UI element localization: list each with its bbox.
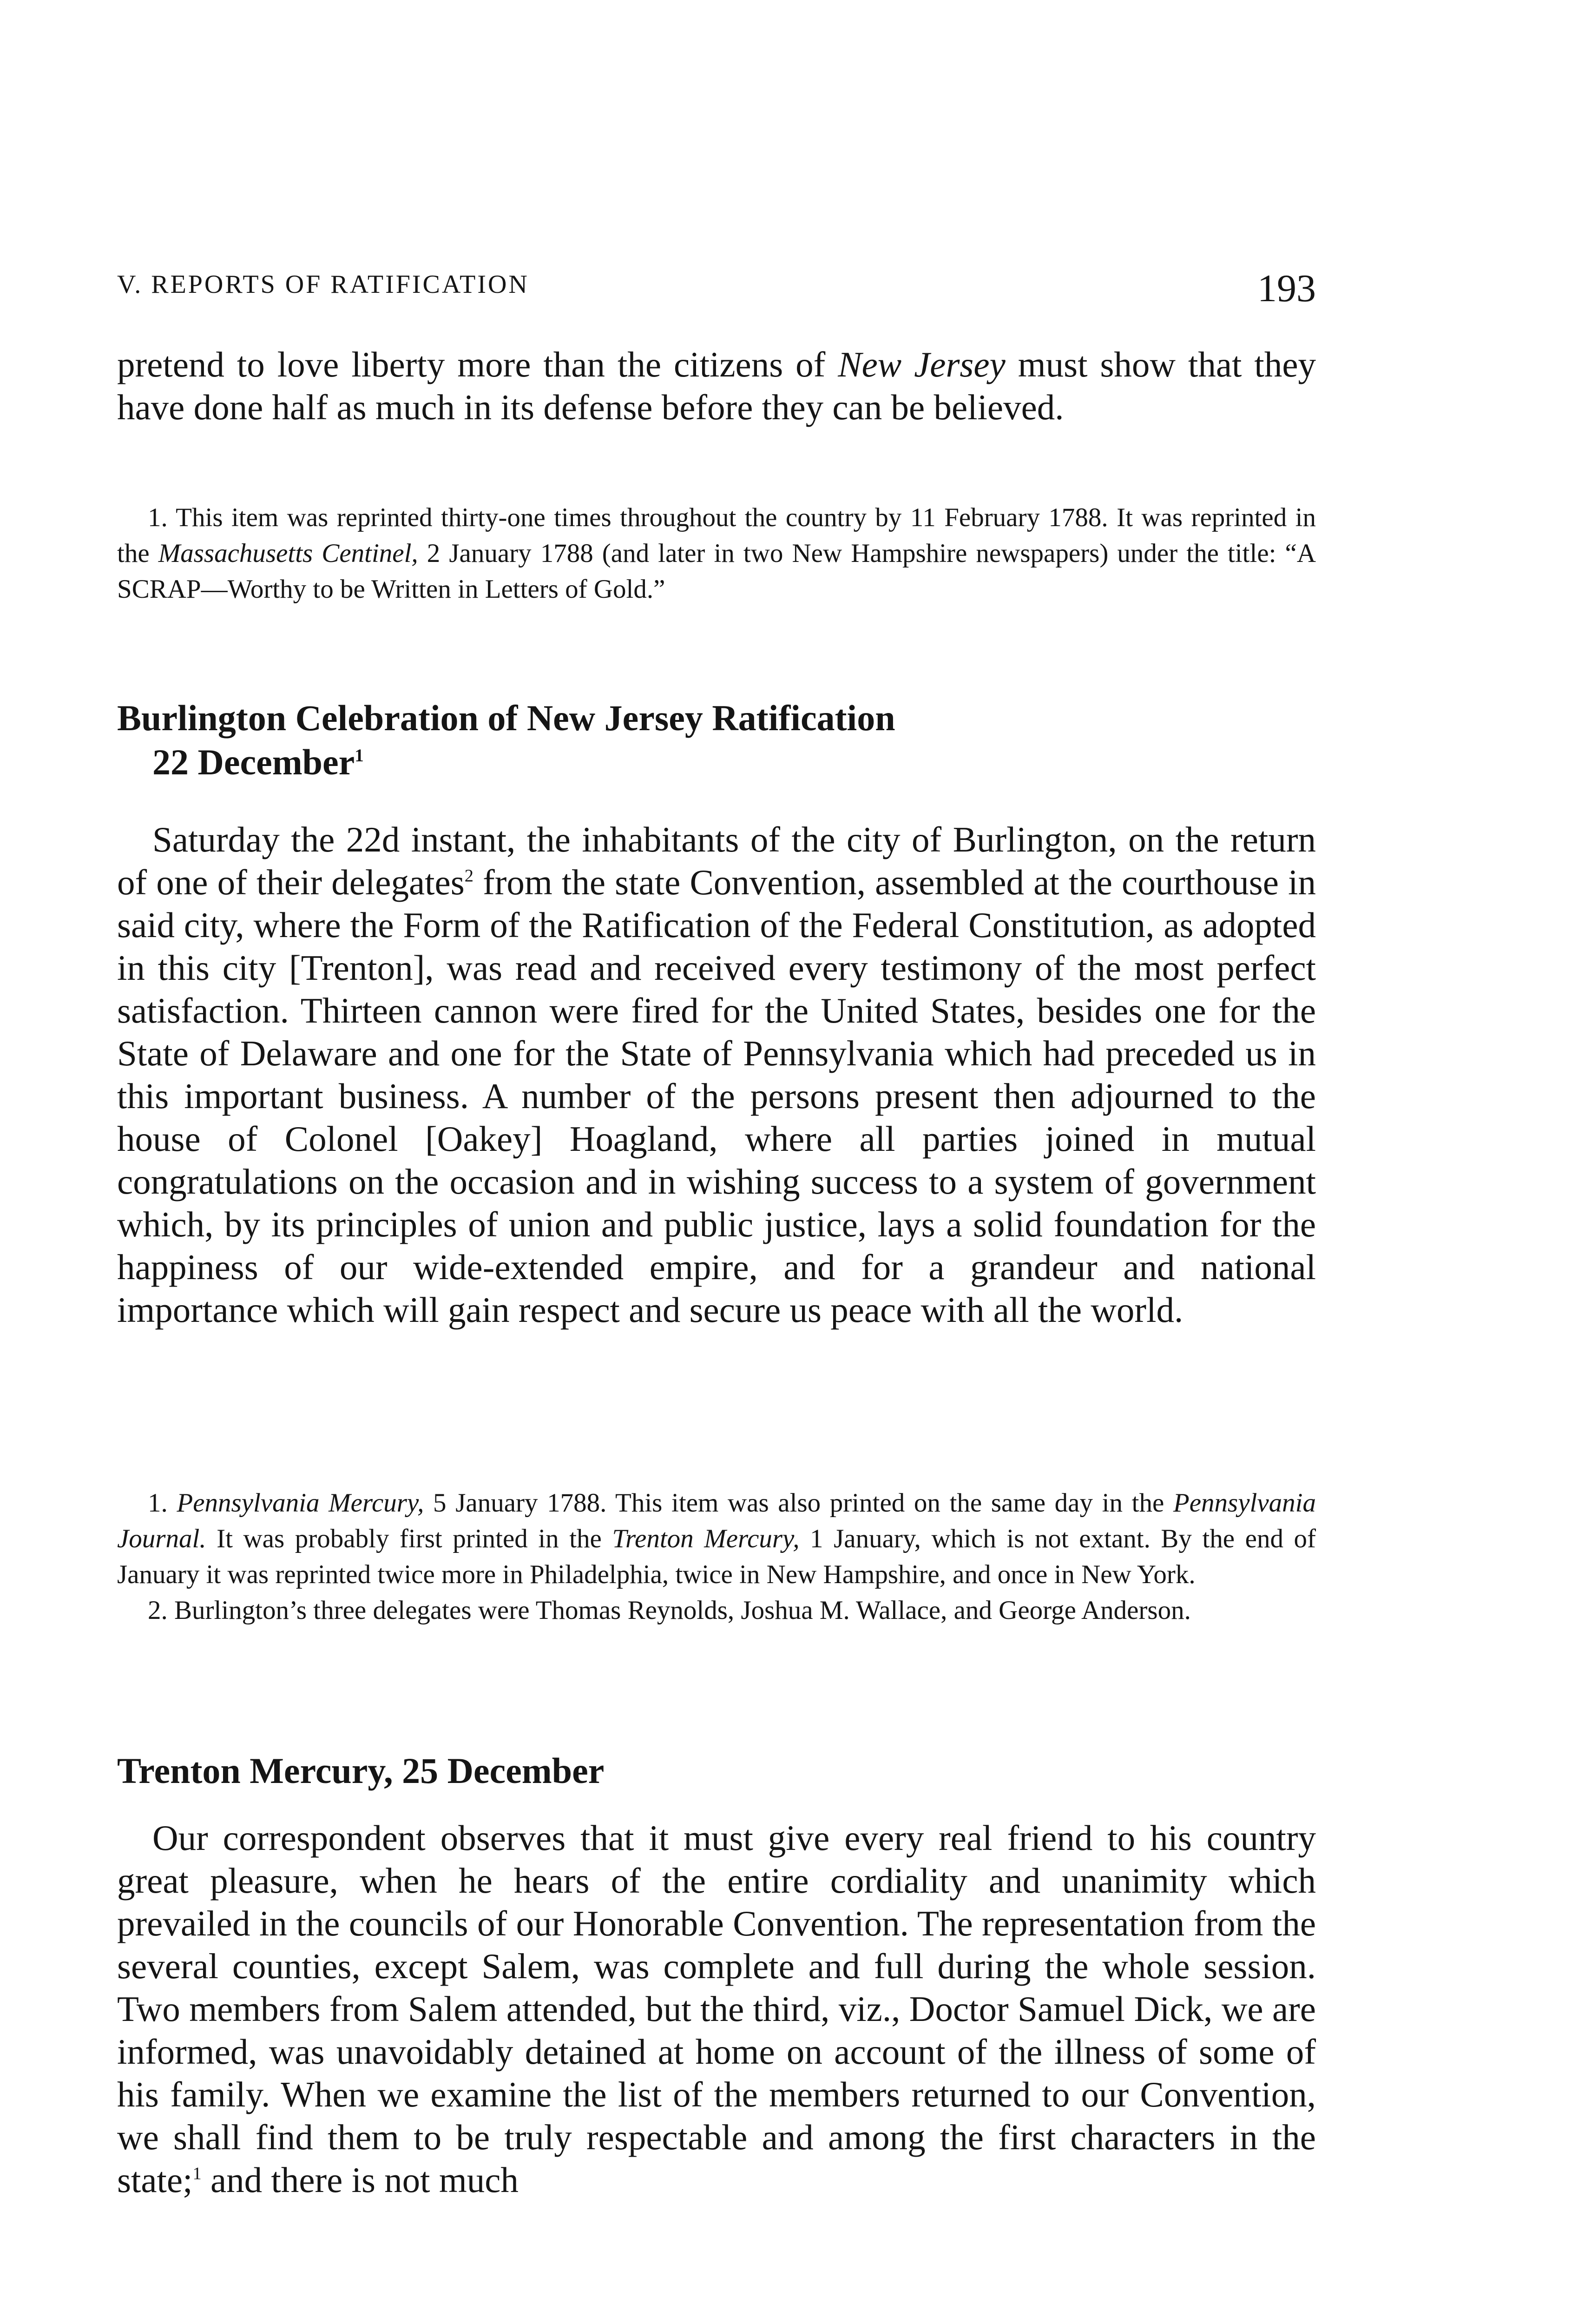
footnote-ref-trenton-1: 1: [192, 2164, 202, 2184]
section-trenton-body-block: [117, 1816, 1316, 2201]
footnote-1: 1. Pennsylvania Mercury, 5 January 1788. This item was also printed on the same day in the Pennsylvania Journal. It was probably first printed in the Trenton Mercury, 1 January, which is not extant. By the end of January it was reprinted twice more in Philadelphia, twice in New Hampshire, and once in New York.: [117, 1488, 1316, 1589]
section-burlington-footnotes: [117, 1485, 1316, 1628]
section-burlington-body-block: [117, 818, 1316, 1331]
continuation-paragraph: pretend to love liberty more than the citizens of New Jersey must show that they have done half as much in its defense before they can be believed.: [117, 344, 1316, 427]
footnote-1-previous: 1. This item was reprinted thirty-one times throughout the country by 11 February 1788. It was reprinted in the Massachusetts Centinel, 2 January 1788 (and later in two New Hampshire newspapers) under the title: “A SCRAP—Worthy to be Written in Letters of Gold.”: [117, 503, 1316, 604]
heading-line-2: 22 December$^1$: [152, 742, 364, 782]
continuation-footnote-block: [117, 500, 1316, 607]
section-trenton-body: Our correspondent observes that it must give every real friend to his country great pleasure, when he hears of the entire cordiality and unanimity which prevailed in the councils of our Honorable Convention. The representation from the several counties, except Salem, was complete and full during the whole session. Two members from Salem attended, but the third, viz., Doctor Samuel Dick, we are informed, was unavoidably detained at home on account of the illness of some of his family. When we examine the list of the members returned to our Convention, we shall find them to be truly respectable and among the first characters in the state;$^1$ and there is not much: [117, 1818, 1316, 2200]
italic-massachusetts-centinel: Massachusetts Centinel,: [158, 539, 418, 568]
section-trenton-heading: [117, 1749, 1316, 1793]
section-heading-trenton: Trenton Mercury, 25 December: [117, 1750, 605, 1791]
page-number: 193: [1257, 267, 1316, 310]
footnote-ref-2: 2: [464, 866, 473, 886]
running-title: V. REPORTS OF RATIFICATION: [117, 270, 529, 299]
continuation-paragraph-block: [117, 343, 1316, 429]
footnote-2: 2. Burlington’s three delegates were Thomas Reynolds, Joshua M. Wallace, and George Anderson.: [148, 1596, 1191, 1625]
section-heading-burlington: [117, 696, 1316, 784]
italic-new-jersey: New Jersey: [838, 344, 1006, 384]
section-burlington-body: Saturday the 22d instant, the inhabitants of the city of Burlington, on the return of one of their delegates$^2$ from the state Convention, assembled at the courthouse in said city, where the Form of the Ratification of the Federal Constitution, as adopted in this city [Trenton], was read and received every testimony of the most perfect satisfaction. Thirteen cannon were fired for the United States, besides one for the State of Delaware and one for the State of Pennsylvania which had preceded us in this important business. A number of the persons present then adjourned to the house of Colonel [Oakey] Hoagland, where all parties joined in mutual congratulations on the occasion and in wishing success to a system of government which, by its principles of union and public justice, lays a solid foundation for the happiness of our wide-extended empire, and for a grandeur and national importance which will gain respect and secure us peace with all the world.: [117, 819, 1316, 1330]
running-header: [117, 266, 1316, 310]
section-burlington-heading: [117, 696, 1316, 784]
footnote-ref-1: 1: [355, 745, 364, 766]
heading-line-1: Burlington Celebration of New Jersey Ratification: [117, 698, 895, 738]
